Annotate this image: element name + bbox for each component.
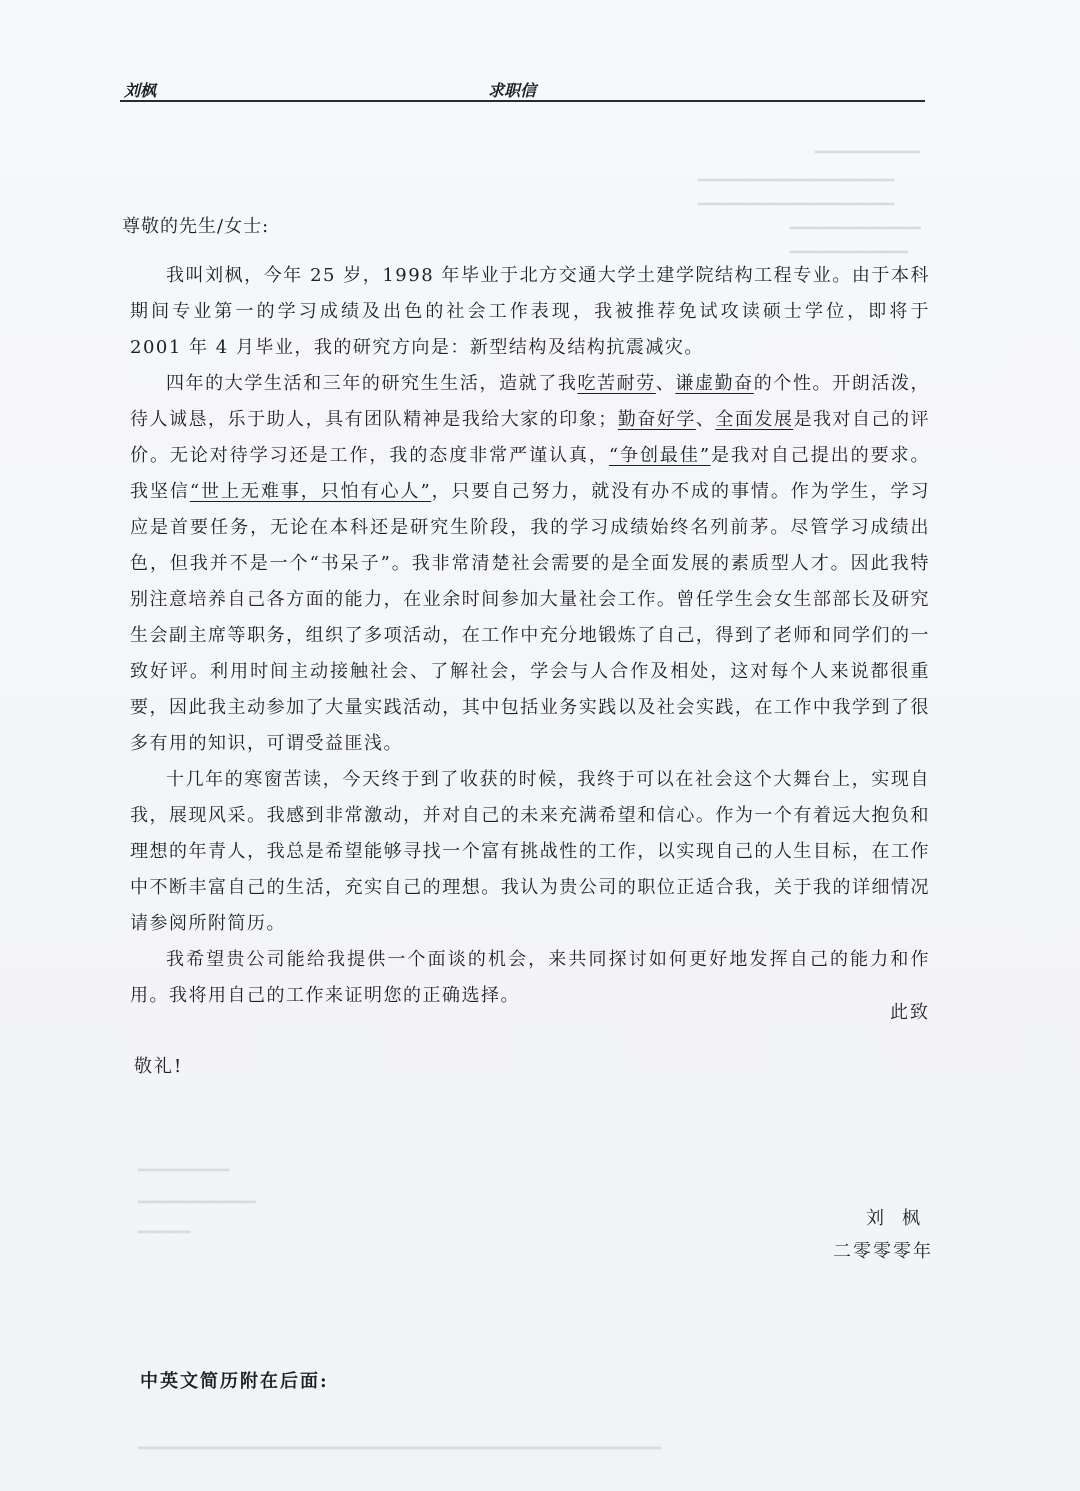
text-run: 的个性。开朗活泼，待人诚恳，乐于助人，具有团队精神是我给大家的印象； [130, 373, 931, 430]
signature-name: 刘枫 [866, 1208, 938, 1229]
appendix-note: 中英文简历附在后面: [140, 1371, 329, 1392]
underlined-phrase: 全面发展 [715, 409, 794, 430]
paragraph-aspiration: 十几年的寒窗苦读，今天终于到了收获的时候，我终于可以在社会这个大舞台上，实现自我，展现风采。我感到非常激动，并对自己的未来充满希望和信心。作为一个有着远大抱负和理想的年青人，我总是希望能够寻找一个富有挑战性的工作，以实现自己的人生目标，在工作中不断丰富自己的生活，充实自己的理想。我认为贵公司的职位正适合我，关于我的详细情况请参阅所附简历。 [130, 769, 930, 934]
show-through-text: ▁▁▁▁ [138, 1214, 191, 1233]
paragraph-personality [130, 366, 930, 762]
signature-date: 二零零零年 [833, 1241, 933, 1262]
header-author: 刘枫 [124, 81, 157, 100]
text-run: 是我对自己的评价。无论对待学习还是工作，我的态度非常严谨认真， [130, 409, 931, 466]
underlined-phrase: 勤奋好学 [617, 409, 696, 430]
show-through-text: ▁▁▁▁▁▁▁▁▁▁▁▁▁▁▁▁▁▁▁▁▁▁▁▁▁▁▁▁▁▁▁▁▁▁▁▁▁▁▁▁ [138, 1430, 661, 1449]
show-through-text: ▁▁▁▁▁▁▁▁ [815, 134, 920, 153]
underlined-phrase: 谦虚勤奋 [675, 373, 754, 394]
text-run: 、 [695, 409, 716, 430]
underlined-phrase: “争创最佳” [608, 445, 711, 466]
paragraph-request: 我希望贵公司能给我提供一个面谈的机会，来共同探讨如何更好地发挥自己的能力和作用。我将用自己的工作来证明您的正确选择。 [130, 949, 930, 1006]
text-run: 、 [655, 373, 676, 394]
page-header [120, 78, 925, 102]
text-run: 四年的大学生活和三年的研究生生活，造就了我 [166, 373, 578, 394]
show-through-text: ▁▁▁▁▁▁▁▁▁ [790, 234, 908, 253]
show-through-text: ▁▁▁▁▁▁▁▁▁▁ [790, 210, 921, 229]
show-through-text: ▁▁▁▁▁▁▁ [138, 1152, 230, 1171]
underlined-phrase: “世上无难事，只怕有心人” [189, 481, 432, 502]
text-run: 是我对自己提出的要求。我坚信 [130, 445, 931, 502]
closing-cizhi: 此致 [890, 1002, 930, 1023]
closing-jingli: 敬礼! [134, 1056, 184, 1077]
show-through-text: ▁▁▁▁▁▁▁▁▁▁▁▁▁▁▁ [698, 162, 895, 181]
underlined-phrase: 吃苦耐劳 [577, 373, 656, 394]
paragraph-intro: 我叫刘枫，今年 25 岁，1998 年毕业于北方交通大学土建学院结构工程专业。由于本科期间专业第一的学习成绩及出色的社会工作表现，我被推荐免试攻读硕士学位，即将于 2001 年 4 月毕业，我的研究方向是：新型结构及结构抗震减灾。 [130, 265, 930, 358]
show-through-text: ▁▁▁▁▁▁▁▁▁▁▁▁▁▁▁ [698, 186, 895, 205]
text-run: ，只要自己努力，就没有办不成的事情。作为学生，学习应是首要任务，无论在本科还是研究生阶段，我的学习成绩始终名列前茅。尽管学习成绩出色，但我并不是一个“书呆子”。我非常清楚社会需要的是全面发展的素质型人才。因此我特别注意培养自己各方面的能力，在业余时间参加大量社会工作。曾任学生会女生部部长及研究生会副主席等职务，组织了多项活动，在工作中充分地锻炼了自己，得到了老师和同学们的一致好评。利用时间主动接触社会、了解社会，学会与人合作及相处，这对每个人来说都很重要，因此我主动参加了大量实践活动，其中包括业务实践以及社会实践，在工作中我学到了很多有用的知识，可谓受益匪浅。 [130, 481, 931, 754]
show-through-text: ▁▁▁▁▁▁▁▁▁ [138, 1184, 256, 1203]
letter-salutation: 尊敬的先生/女士: [122, 216, 270, 237]
header-title: 求职信 [488, 81, 537, 100]
letter-body [130, 258, 930, 1014]
